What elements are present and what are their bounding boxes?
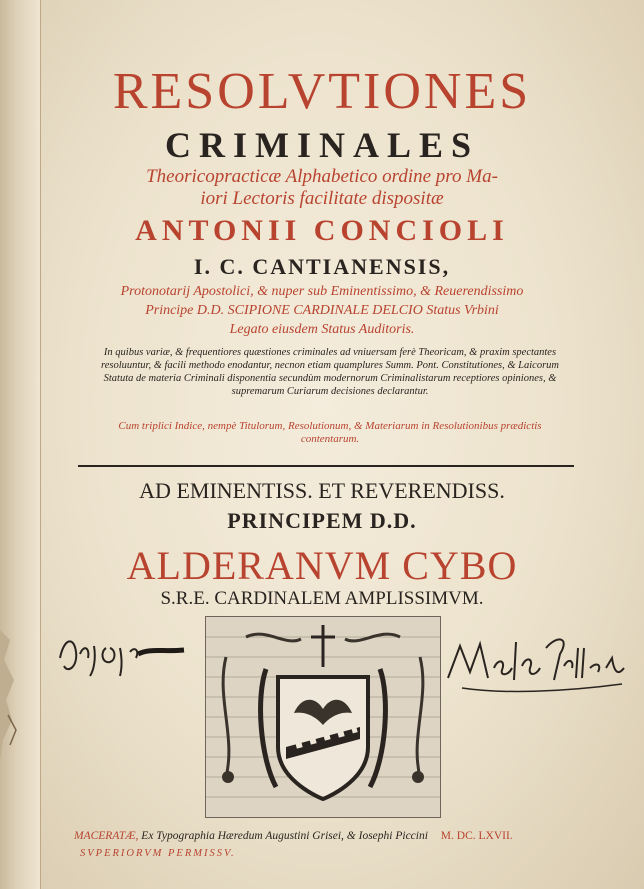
description-paragraph: In quibus variæ, & frequentiores quæstiones criminales ad vniuersam ferè Theoricam, & praxim spectantes resoluuntur, & facili methodo enodantur, necnon etiam quamplures Summ. Pont. Constitutiones, & Laicorum Statuta de materia Criminali disponentia secundùm modernorum Criminalistarum receptiores opiniones, & supremarum Curiarum decisiones declarantur. bbox=[101, 347, 559, 397]
offices-line-2: Principe D.D. SCIPIONE CARDINALE DELCIO Status Vrbini bbox=[145, 303, 499, 318]
imprint-place: MACERATÆ, bbox=[74, 830, 139, 842]
imprint-line bbox=[74, 830, 513, 842]
offices-line-1: Protonotarij Apostolici, & nuper sub Eminentissimo, & Reuerendissimo bbox=[120, 284, 524, 299]
dedication-line-2: PRINCIPEM D.D. bbox=[227, 508, 417, 533]
imprint-permission: SVPERIORVM PERMISSV. bbox=[80, 848, 236, 859]
indices-note: Cum triplici Indice, nempè Titulorum, Resolutionum, & Materiarum in Resolutionibus prædictis contentarum. bbox=[118, 420, 542, 445]
offices-line-3: Legato eiusdem Status Auditoris. bbox=[229, 322, 415, 337]
author-name: ANTONII CONCIOLI bbox=[135, 214, 509, 247]
dedicatee-title: S.R.E. CARDINALEM AMPLISSIMVM. bbox=[160, 588, 484, 609]
signature-right bbox=[442, 628, 632, 700]
author-title: I. C. CANTIANENSIS, bbox=[193, 254, 451, 279]
divider-rule bbox=[78, 465, 574, 467]
subtitle-line-1: Theoricopracticæ Alphabetico ordine pro Ma- bbox=[146, 166, 498, 187]
imprint-printer: Ex Typographia Hæredum Augustini Grisei, & Iosephi Piccini bbox=[141, 830, 428, 842]
title-line-2: CRIMINALES bbox=[164, 125, 480, 165]
subtitle-line-2: iori Lectoris facilitate dispositæ bbox=[200, 188, 444, 209]
title-line-1: RESOLVTIONES bbox=[112, 63, 532, 120]
dedication-line-1: AD EMINENTISS. ET REVERENDISS. bbox=[139, 478, 505, 503]
coat-of-arms-engraving bbox=[205, 616, 441, 818]
dedicatee-name: ALDERANVM CYBO bbox=[126, 543, 518, 588]
paper-tear bbox=[0, 620, 24, 760]
imprint-year: M. DC. LXVII. bbox=[440, 830, 513, 842]
signature-left bbox=[50, 618, 190, 690]
